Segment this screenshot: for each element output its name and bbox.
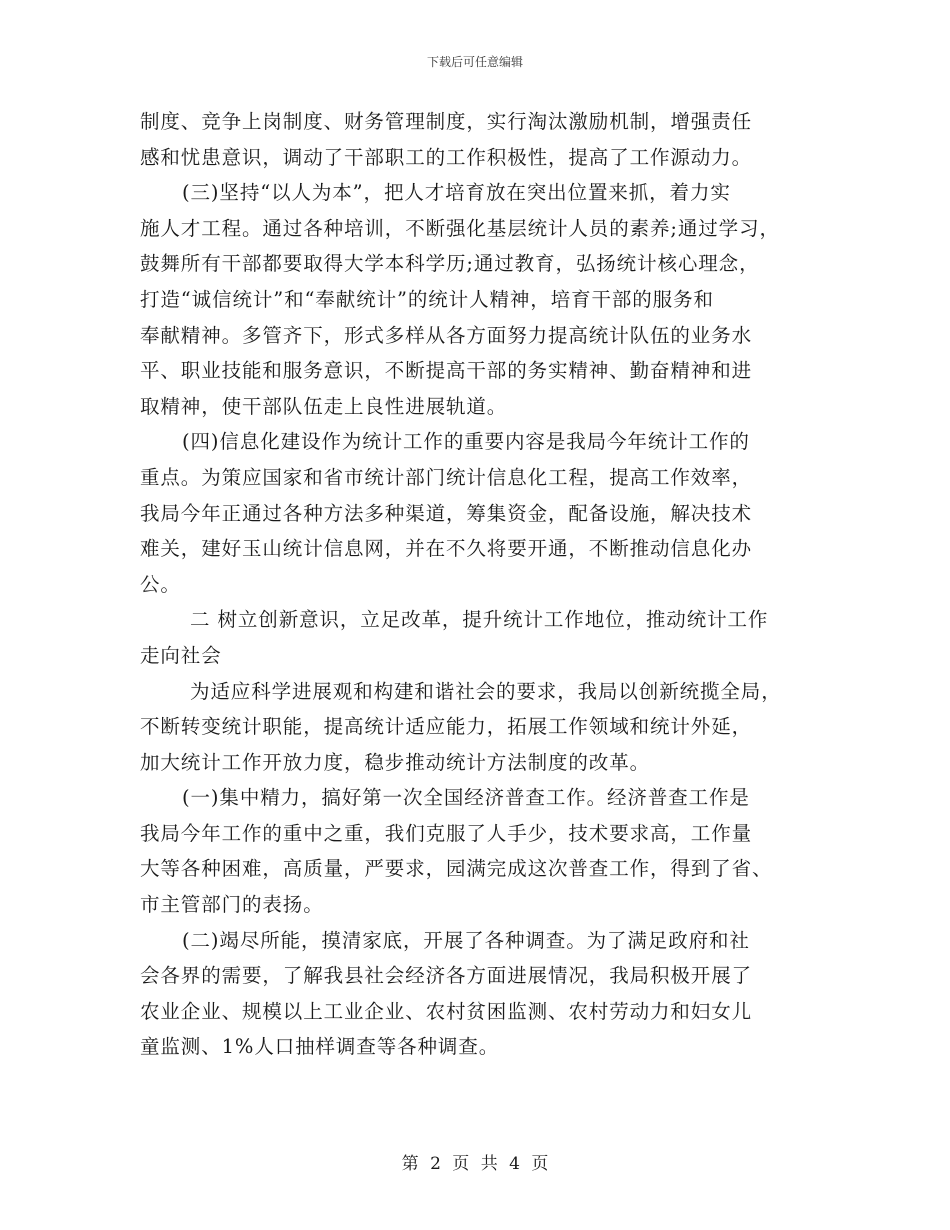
text-line: 市主管部门的表扬。 xyxy=(140,893,324,917)
section-heading-line: 二 树立创新意识，立足改革，提升统计工作地位，推动统计工作 xyxy=(190,608,769,632)
text-line: 平、职业技能和服务意识，不断提高干部的务实精神、勤奋精神和进 xyxy=(140,359,753,383)
text-line: 鼓舞所有干部都要取得大学本科学历;通过教育，弘扬统计核心理念， xyxy=(140,252,760,276)
section-heading-line: 走向社会 xyxy=(140,643,222,667)
text-line: 施人才工程。通过各种培训，不断强化基层统计人员的素养;通过学习， xyxy=(140,216,780,240)
text-line: 为适应科学进展观和构建和谐社会的要求，我局以创新统揽全局， xyxy=(190,679,782,703)
text-line: (一)集中精力，搞好第一次全国经济普查工作。经济普查工作是 xyxy=(182,786,750,810)
text-line: 制度、竞争上岗制度、财务管理制度，实行淘汰激励机制，增强责任 xyxy=(140,110,753,133)
text-line: 加大统计工作开放力度，稳步推动统计方法制度的改革。 xyxy=(140,750,651,774)
text-line: 难关，建好玉山统计信息网，并在不久将要开通，不断推动信息化办 xyxy=(140,537,753,561)
text-line: 我局今年工作的重中之重，我们克服了人手少，技术要求高，工作量 xyxy=(140,821,753,845)
text-line: 会各界的需要，了解我县社会经济各方面进展情况，我局积极开展了 xyxy=(140,964,753,988)
text-line: 农业企业、规模以上工业企业、农村贫困监测、农村劳动力和妇女儿 xyxy=(140,999,753,1023)
page-header-note: 下载后可任意编辑 xyxy=(426,55,523,69)
text-line: 打造“诚信统计”和“奉献统计”的统计人精神，培育干部的服务和 xyxy=(140,287,714,311)
text-line: (四)信息化建设作为统计工作的重要内容是我局今年统计工作的 xyxy=(182,430,750,454)
text-line: 奉献精神。多管齐下，形式多样从各方面努力提高统计队伍的业务水 xyxy=(140,323,753,347)
text-line: 公。 xyxy=(140,572,181,596)
text-line: 不断转变统计职能，提高统计适应能力，拓展工作领域和统计外延， xyxy=(140,715,753,739)
page-number-footer: 第 2 页 共 4 页 xyxy=(401,1154,549,1174)
text-line: 我局今年正通过各种方法多种渠道，筹集资金，配备设施，解决技术 xyxy=(140,501,753,525)
document-body xyxy=(140,104,812,1065)
text-line: (三)坚持“以人为本”，把人才培育放在突出位置来抓，着力实 xyxy=(182,181,731,205)
text-line: (二)竭尽所能，摸清家底，开展了各种调查。为了满足政府和社 xyxy=(182,928,750,952)
text-line: 童监测、1%人口抽样调查等各种调查。 xyxy=(140,1035,500,1059)
text-line: 重点。为策应国家和省市统计部门统计信息化工程，提高工作效率， xyxy=(140,465,753,489)
text-line: 感和忧患意识，调动了干部职工的工作积极性，提高了工作源动力。 xyxy=(140,145,753,169)
text-line: 取精神，使干部队伍走上良性进展轨道。 xyxy=(140,394,508,418)
text-line: 大等各种困难，高质量，严要求，园满完成这次普查工作，得到了省、 xyxy=(140,857,773,881)
